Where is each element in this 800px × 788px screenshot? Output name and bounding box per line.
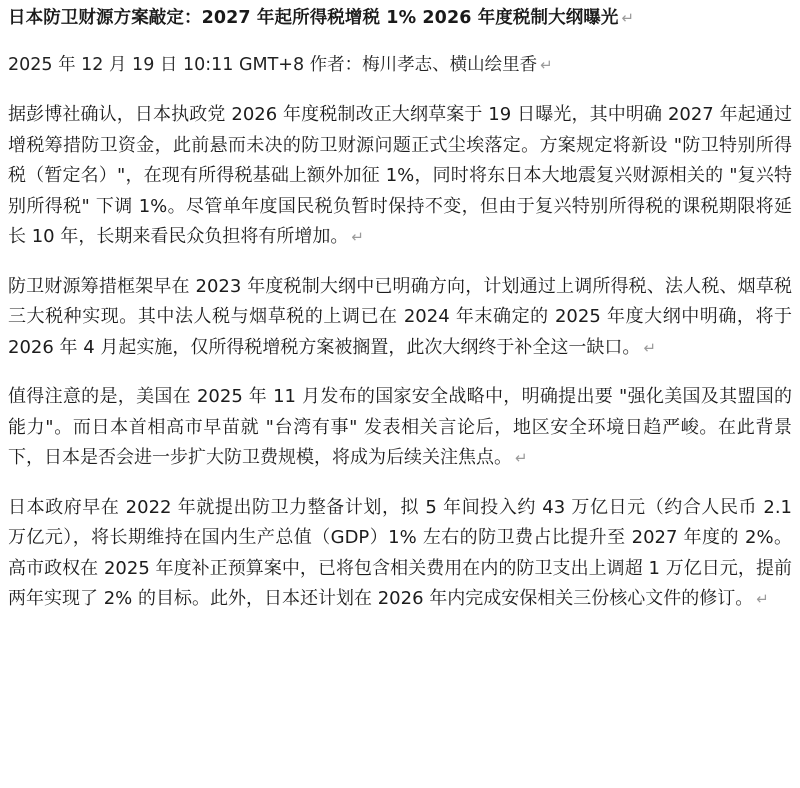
paragraph-mark-icon: ↵ bbox=[621, 9, 635, 27]
article-paragraph bbox=[8, 382, 792, 474]
paragraph-mark-icon: ↵ bbox=[515, 449, 528, 467]
article-title-text: 日本防卫财源方案敲定：2027 年起所得税增税 1% 2026 年度税制大纲曝光 bbox=[8, 8, 619, 28]
article-paragraph bbox=[8, 100, 792, 253]
article-paragraph bbox=[8, 272, 792, 364]
paragraph-text: 防卫财源筹措框架早在 2023 年度税制大纲中已明确方向，计划通过上调所得税、法人税、烟草税三大税种实现。其中法人税与烟草税的上调已在 2024 年末确定的 2025 年度大纲中明确，将于 2026 年 4 月起实施，仅所得税增税方案被搁置，此次大纲终于补全这一缺口。 bbox=[8, 275, 792, 358]
paragraph-mark-icon: ↵ bbox=[643, 338, 657, 357]
article-paragraph bbox=[8, 493, 792, 615]
paragraph-mark-icon: ↵ bbox=[351, 228, 364, 246]
article-meta bbox=[8, 51, 792, 79]
paragraph-mark-icon: ↵ bbox=[756, 590, 769, 608]
paragraph-text: 据彭博社确认，日本执政党 2026 年度税制改正大纲草案于 19 日曝光，其中明确 2027 年起通过增税筹措防卫资金，此前悬而未决的防卫财源问题正式尘埃落定。方案规定将新设 "防卫特别所得税（暂定名）"，在现有所得税基础上额外加征 1%，同时将东日本大地震复兴财源相关的 "复兴特别所得税" 下调 1%。尽管单年度国民税负暂时保持不变，但由于复兴特别所得税的课税期限将延长 10 年，长期来看民众负担将有所增加。 bbox=[8, 104, 792, 247]
article-meta-text: 2025 年 12 月 19 日 10:11 GMT+8 作者：梅川孝志、横山绘里香 bbox=[8, 55, 538, 75]
paragraph-text: 日本政府早在 2022 年就提出防卫力整备计划，拟 5 年间投入约 43 万亿日元（约合人民币 2.1 万亿元），将长期维持在国内生产总值（GDP）1% 左右的防卫费占比提升至 2027 年度的 2%。高市政权在 2025 年度补正预算案中，已将包含相关费用在内的防卫支出上调超 1 万亿日元，提前两年实现了 2% 的目标。此外，日本还计划在 2026 年内完成安保相关三份核心文件的修订。 bbox=[8, 496, 792, 609]
article-title bbox=[8, 4, 792, 32]
paragraph-text: 值得注意的是，美国在 2025 年 11 月发布的国家安全战略中，明确提出要 "强化美国及其盟国的能力"。而日本首相高市早苗就 "台湾有事" 发表相关言论后，地区安全环境日趋严峻。在此背景下，日本是否会进一步扩大防卫费规模，将成为后续关注焦点。 bbox=[8, 386, 792, 468]
paragraph-mark-icon: ↵ bbox=[540, 56, 553, 74]
